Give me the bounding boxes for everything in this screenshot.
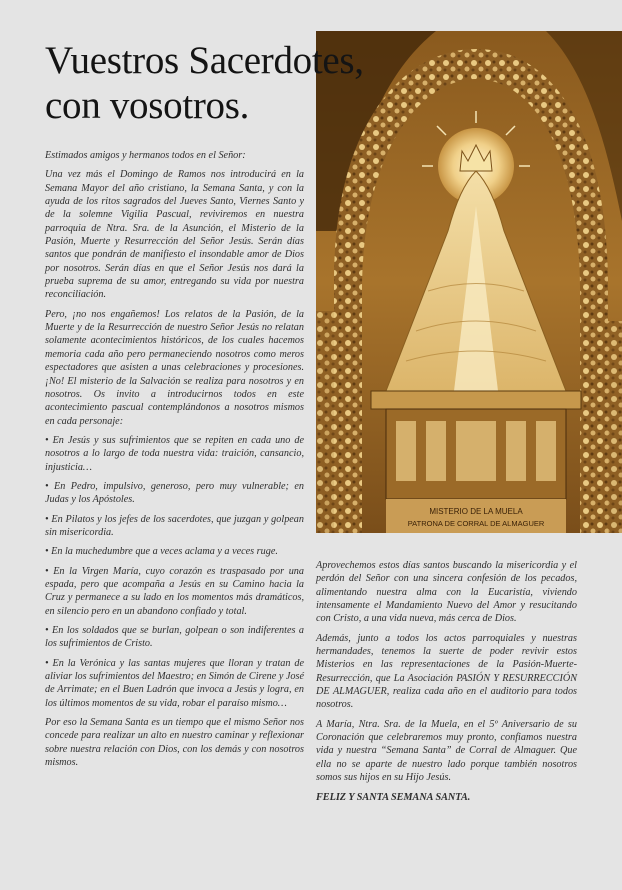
body-paragraph: Además, junto a todos los actos parroquiales y nuestras hermandades, tenemos la suerte de poder revivir estos Misterios en las representaciones de la Pasión-Muerte-Resurrección, que La Asociación PASIÓN Y RESURRECCIÓN DE ALMAGUER, realiza cada año en el auditorio para todos nosotros.	[316, 632, 577, 711]
bullet-item: • En los soldados que se burlan, golpean o son indiferentes a los sufrimientos de Cristo.	[45, 625, 304, 650]
body-paragraph: A María, Ntra. Sra. de la Muela, en el 5º Aniversario de su Coronación que celebraremos muy pronto, confiamos nuestra vida y nuestra “Semana Santa” de Corral de Almaguer. Que ella no se aparte de nuestro lado porque también nosotros somos sus hijos en su Hijo Jesús.	[316, 718, 577, 784]
right-column	[316, 559, 577, 810]
photo-caption-line-1: MISTERIO DE LA MUELA	[429, 507, 523, 516]
title-line-2: con vosotros.	[45, 84, 250, 127]
body-paragraph: Por eso la Semana Santa es un tiempo que el mismo Señor nos concede para realizar un alto en nuestro caminar y reflexionar sobre nuestra relación con Dios, con los demás y con nosotros mismos.	[45, 717, 304, 769]
greeting-paragraph: Estimados amigos y hermanos todos en el Señor:	[45, 150, 246, 161]
body-paragraph: Pero, ¡no nos engañemos! Los relatos de la Pasión, de la Muerte y de la Resurrección de nuestro Señor Jesús no relatan solamente acontecimientos históricos, de los cuales hacemos memoria cada año pero permaneciendo nosotros como meros espectadores que asisten a unas celebraciones y procesiones. ¡No! El misterio de la Salvación se realiza para nosotros y en nosotros. Os invito a introducirnos todos en este acontecimiento pascual contemplándonos a nosotros mismos en cada personaje:	[45, 308, 304, 427]
bullet-item: • En la Verónica y las santas mujeres que lloran y tratan de aliviar los sufrimientos del Maestro; en Simón de Cirene y José de Arrimate; en el Buen Ladrón que invoca a Jesús y logra, en los últimos momentos de su vida, robar el paraíso mismo…	[45, 657, 304, 709]
body-paragraph: Una vez más el Domingo de Ramos nos introducirá en la Semana Mayor del año cristiano, la Semana Santa, y con la ayuda de los ritos sagrados del Jueves Santo, Viernes Santo y de la solemne Vigilia Pascual, reviviremos en nuestra parroquia de Ntra. Sra. de la Asunción, el Misterio de la Pasión, Muerte y Resurrección del Señor Jesús. Serán días santos que pondrán de manifiesto el insondable amor de Dios por nosotros. Serán días en que el Señor Jesús nos dará la prueba suprema de su amor, entregando su vida por nuestra reconciliación.	[45, 169, 304, 301]
photo-caption-line-2: PATRONA DE CORRAL DE ALMAGUER	[407, 519, 545, 528]
left-column	[45, 149, 304, 775]
bullet-item: • En Jesús y sus sufrimientos que se repiten en cada uno de nosotros a lo largo de toda nuestra vida: traición, cansancio, injusticia…	[45, 434, 304, 473]
bullet-item: • En la muchedumbre que a veces aclama y a veces ruge.	[45, 546, 278, 558]
bullet-item: • En Pilatos y los jefes de los sacerdotes, que juzgan y golpean sin misericordia.	[45, 513, 304, 538]
page-title	[45, 38, 425, 128]
body-paragraph: Aprovechemos estos días santos buscando la misericordia y el perdón del Señor con una sincera confesión de los pecados, alimentando nuestra alma con la Eucaristía, viviendo intensamente el Mandamiento Nuevo del Amor y resucitando con Cristo, a una vida nueva, más cerca de Dios.	[316, 560, 577, 625]
bullet-item: • En Pedro, impulsivo, generoso, pero muy vulnerable; en Judas y los Apóstoles.	[45, 480, 304, 506]
title-line-1: Vuestros Sacerdotes,	[45, 39, 364, 82]
closing-line: FELIZ Y SANTA SEMANA SANTA.	[316, 791, 471, 803]
bullet-item: • En la Virgen María, cuyo corazón es traspasado por una espada, pero que acompaña a Jesús en su Camino hacia la Cruz y permanece a su lado en los momentos más dramáticos, en silencio pero en un abandono confiado y total.	[45, 565, 304, 617]
